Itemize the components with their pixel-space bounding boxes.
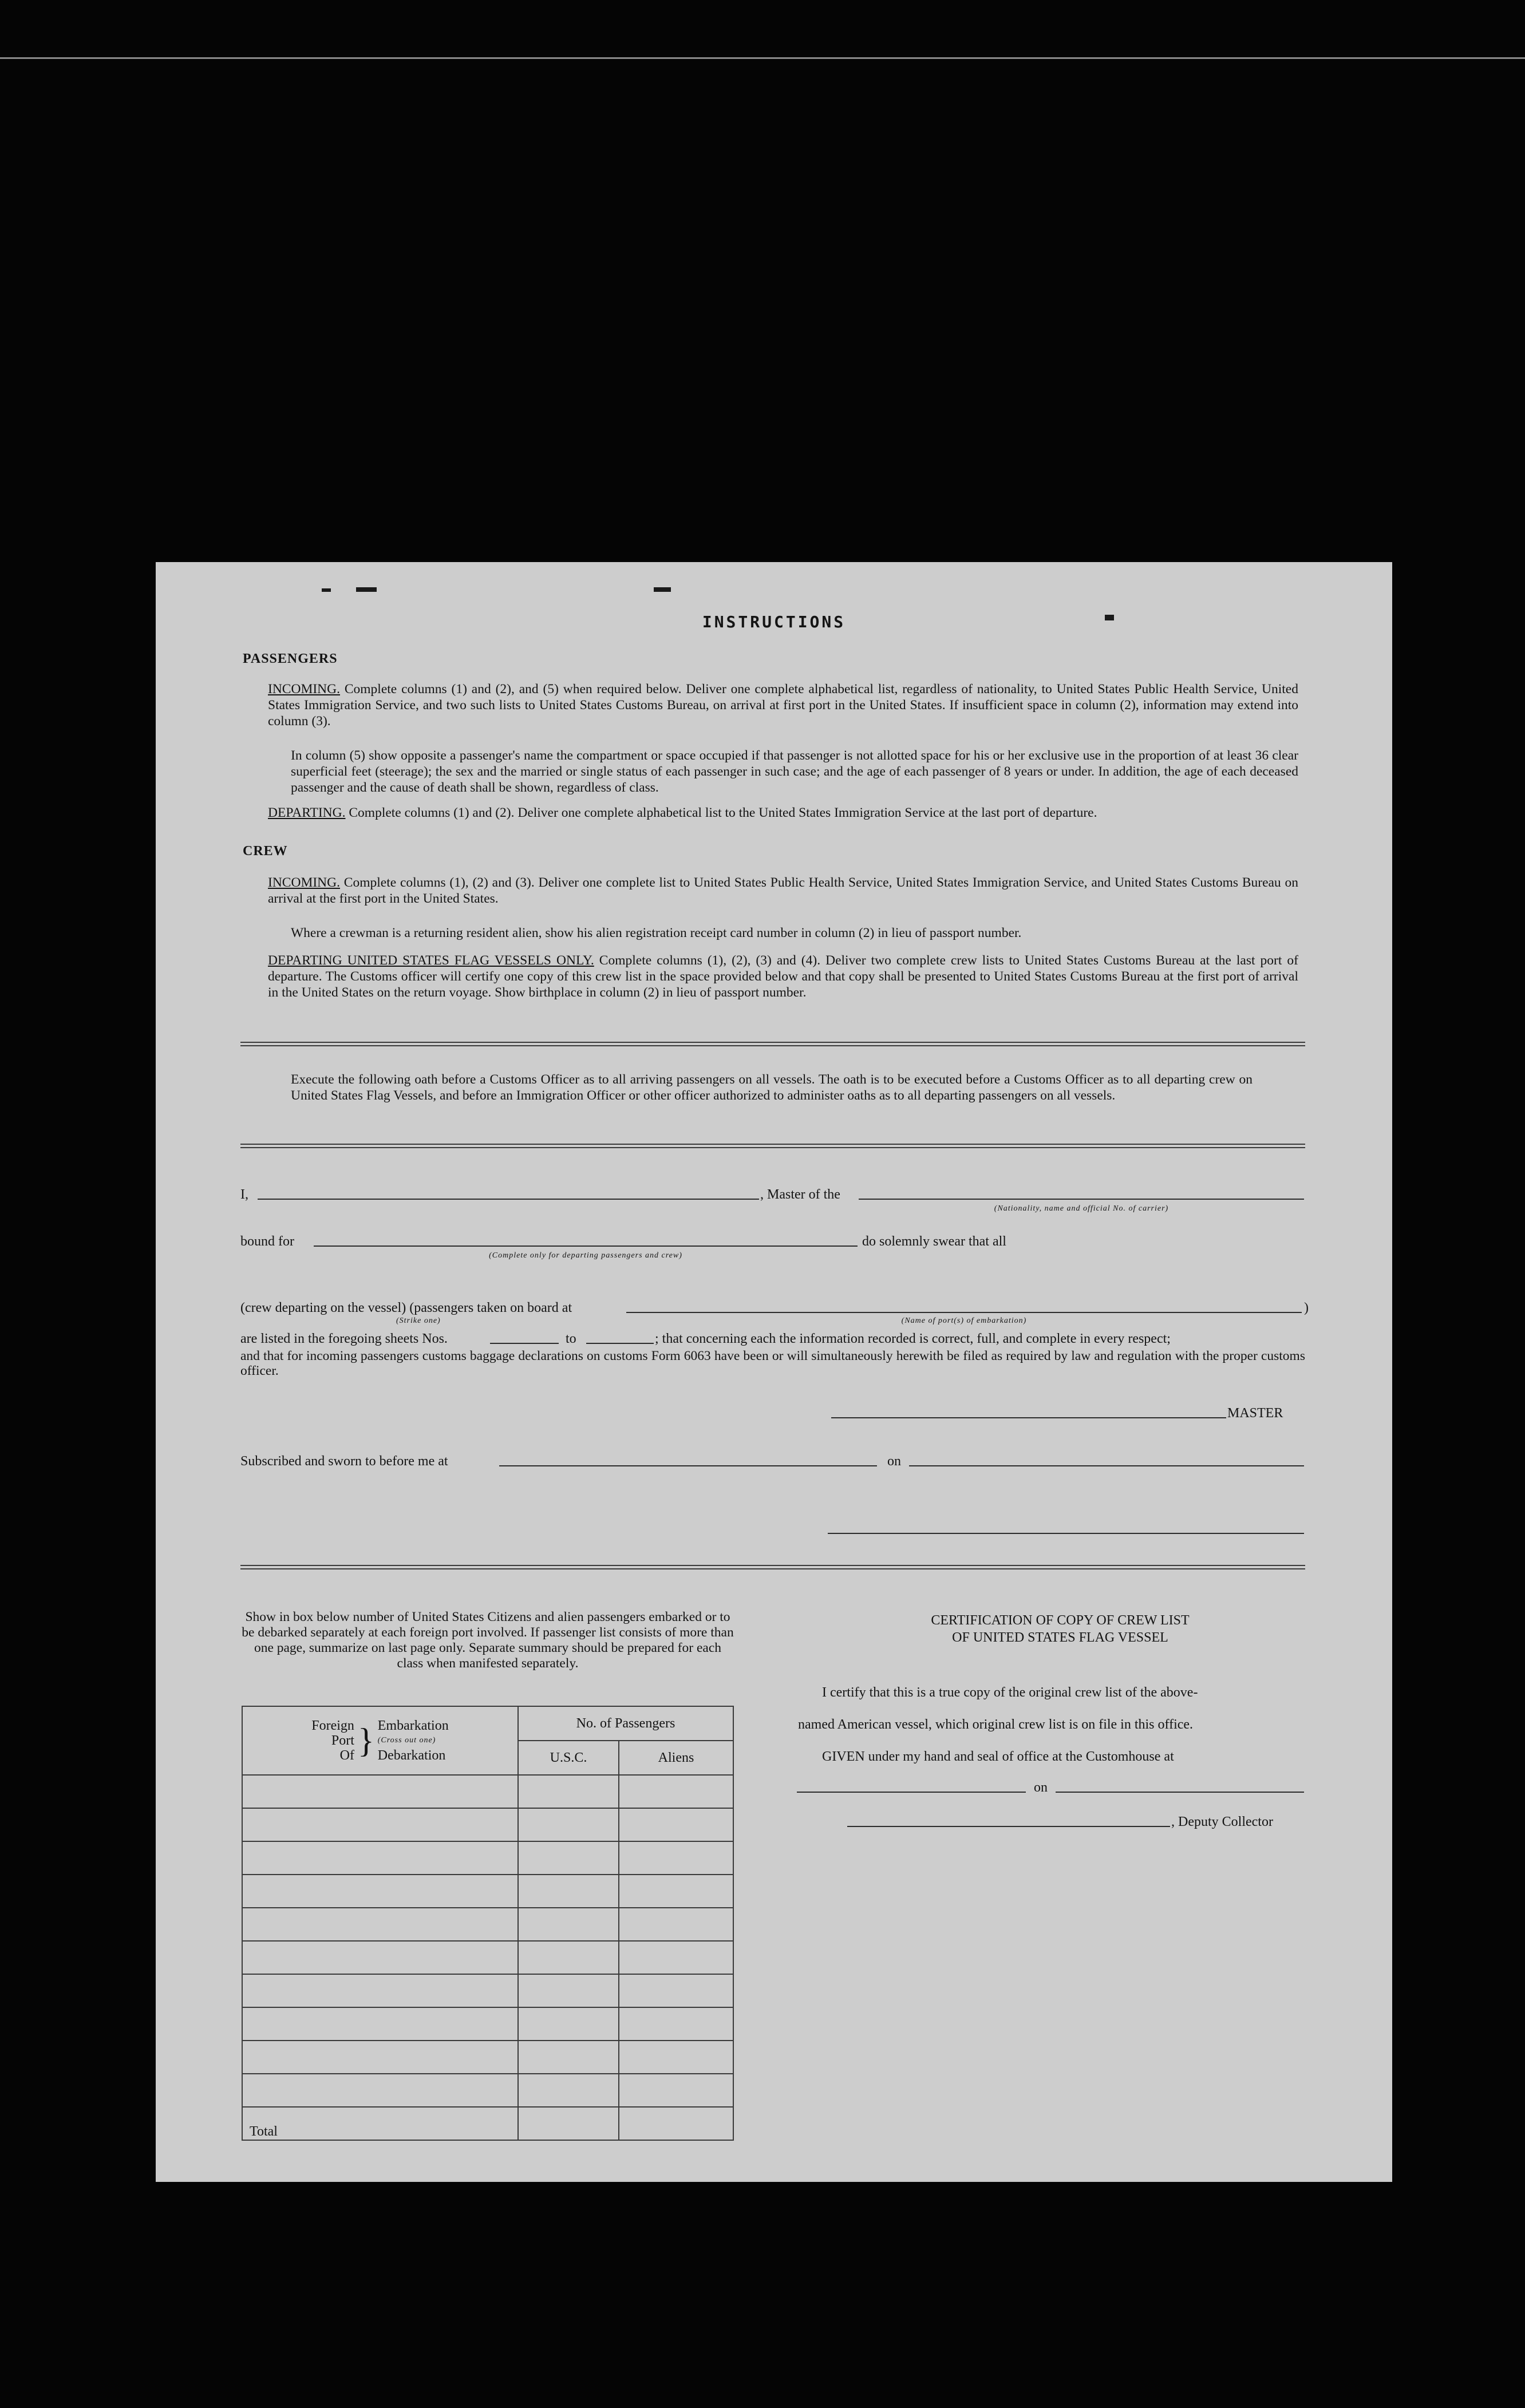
passengers-departing-paragraph — [268, 805, 1298, 821]
crew-resident-paragraph: Where a crewman is a returning resident alien, show his alien registration receipt card number in column (2) in lieu of passport number. — [291, 926, 1022, 940]
bound-for-field[interactable] — [314, 1245, 858, 1247]
table-row — [242, 1908, 733, 1941]
passengers-incoming-text: Complete columns (1) and (2), and (5) when required below. Deliver one complete alphabetical list, regardless of nationality, to United States Public Health Service, United States Immigration Service, and two such lists to United States Customs Bureau, on arrival at first port in the United States. If insufficient space in column (2), information may extend into column (3). — [268, 682, 1298, 729]
port-cell[interactable] — [242, 1841, 518, 1875]
aliens-cell[interactable] — [619, 1908, 733, 1941]
subscribed-label: Subscribed and sworn to before me at — [240, 1454, 448, 1469]
embarkation-header: Embarkation — [377, 1718, 449, 1733]
bound-for-caption: (Complete only for departing passengers and crew) — [489, 1251, 682, 1260]
master-name-field[interactable] — [258, 1199, 759, 1200]
port-header-of: Of — [339, 1748, 354, 1763]
crew-heading: CREW — [243, 844, 288, 859]
passengers-departing-lead: DEPARTING. — [268, 805, 346, 820]
aliens-cell[interactable] — [619, 1808, 733, 1841]
usc-cell[interactable] — [518, 1808, 619, 1841]
certification-date-field[interactable] — [1056, 1792, 1304, 1793]
sheets-label: are listed in the foregoing sheets Nos. — [240, 1331, 448, 1346]
document-page — [156, 562, 1392, 2182]
oath-execute-paragraph: Execute the following oath before a Customs Officer as to all arriving passengers on all vessels. The oath is to be executed before a Customs Officer as to all departing crew on United States Flag Vessels, and before an Immigration Officer or other officer authorized to administer oaths as to all departing passengers on all vessels. — [291, 1072, 1253, 1103]
usc-cell[interactable] — [518, 1775, 619, 1808]
ink-smudge — [654, 587, 671, 592]
certification-on-label: on — [1034, 1780, 1048, 1795]
brace-symbol: } — [357, 1722, 374, 1759]
strike-one-caption: (Strike one) — [396, 1316, 441, 1325]
aliens-cell[interactable] — [619, 2007, 733, 2041]
close-paren: ) — [1304, 1300, 1309, 1315]
cross-out-caption: (Cross out one) — [377, 1736, 436, 1745]
bound-for-label: bound for — [240, 1234, 294, 1249]
usc-cell[interactable] — [518, 2074, 619, 2107]
certification-title-1: CERTIFICATION OF COPY OF CREW LIST — [931, 1613, 1190, 1628]
table-row — [242, 1775, 733, 1808]
total-label: Total — [242, 2107, 518, 2140]
table-row — [242, 1974, 733, 2007]
passengers-heading: PASSENGERS — [243, 651, 338, 666]
table-row — [242, 1841, 733, 1875]
passengers-incoming-paragraph — [268, 681, 1298, 729]
usc-cell[interactable] — [518, 2041, 619, 2074]
aliens-cell[interactable] — [619, 1941, 733, 1974]
crew-incoming-paragraph — [268, 875, 1298, 907]
port-cell[interactable] — [242, 2007, 518, 2041]
master-signature-field[interactable] — [831, 1417, 1226, 1418]
embarkation-ports-field[interactable] — [626, 1312, 1302, 1313]
debarkation-header: Debarkation — [377, 1748, 446, 1763]
sworn-place-field[interactable] — [499, 1465, 877, 1466]
port-header-cell — [242, 1706, 518, 1775]
port-cell[interactable] — [242, 1974, 518, 2007]
section-divider — [240, 1144, 1305, 1148]
passengers-departing-text: Complete columns (1) and (2). Deliver one complete alphabetical list to the United States Immigration Service at the last port of departure. — [345, 805, 1097, 820]
total-aliens-cell[interactable] — [619, 2107, 733, 2140]
table-row — [242, 2074, 733, 2107]
master-signature-label: MASTER — [1227, 1406, 1283, 1421]
officer-signature-field[interactable] — [828, 1533, 1304, 1534]
aliens-cell[interactable] — [619, 2074, 733, 2107]
table-row — [242, 2041, 733, 2074]
aliens-cell[interactable] — [619, 1974, 733, 2007]
port-cell[interactable] — [242, 2041, 518, 2074]
sheets-to-label: to — [566, 1331, 576, 1346]
no-passengers-header: No. of Passengers — [518, 1706, 733, 1741]
customhouse-field[interactable] — [797, 1792, 1026, 1793]
aliens-cell[interactable] — [619, 1841, 733, 1875]
aliens-header: Aliens — [619, 1741, 733, 1775]
crew-departing-text: Complete columns (1), (2), (3) and (4). Deliver two complete crew lists to United States Customs Bureau at the last port of departure. The Customs officer will certify one copy of this crew list in the space provided below and that copy shall be presented to United States Customs Bureau at the first port of arrival in the United States on the return voyage. Show birthplace in column (2) in lieu of passport number. — [268, 953, 1298, 1000]
given-line: GIVEN under my hand and seal of office at the Customhouse at — [822, 1749, 1174, 1764]
port-cell[interactable] — [242, 1775, 518, 1808]
port-header-port: Port — [331, 1733, 354, 1748]
usc-cell[interactable] — [518, 1875, 619, 1908]
sheet-from-field[interactable] — [490, 1343, 559, 1344]
sworn-date-field[interactable] — [909, 1465, 1304, 1466]
deputy-collector-label: , Deputy Collector — [1171, 1814, 1273, 1829]
instructions-title: INSTRUCTIONS — [702, 612, 846, 631]
box-instructions: Show in box below number of United States Citizens and alien passengers embarked or to be debarked separately at each foreign port involved. If passenger list consists of more than one page, summarize on last page only. Separate summary should be prepared for each class when manifested separately. — [242, 1610, 734, 1671]
vessel-caption: (Nationality, name and official No. of carrier) — [994, 1204, 1169, 1213]
port-cell[interactable] — [242, 2074, 518, 2107]
usc-header: U.S.C. — [518, 1741, 619, 1775]
port-cell[interactable] — [242, 1941, 518, 1974]
correctness-label: ; that concerning each the information recorded is correct, full, and complete in every respect; — [655, 1331, 1171, 1346]
crew-departing-lead: DEPARTING UNITED STATES FLAG VESSELS ONLY. — [268, 953, 594, 968]
passengers-column5-paragraph: In column (5) show opposite a passenger's name the compartment or space occupied if that passenger is not allotted space for his or her exclusive use in the proportion of at least 36 clear superficial feet (steerage); the sex and the married or single status of each passenger in such case; and the age of each passenger of 8 years or under. In addition, the age of each deceased passenger and the cause of death shall be shown, regardless of class. — [291, 748, 1298, 795]
vessel-field[interactable] — [859, 1199, 1304, 1200]
port-cell[interactable] — [242, 1908, 518, 1941]
crew-incoming-lead: INCOMING. — [268, 875, 340, 890]
usc-cell[interactable] — [518, 2007, 619, 2041]
aliens-cell[interactable] — [619, 2041, 733, 2074]
certification-title-2: OF UNITED STATES FLAG VESSEL — [952, 1630, 1168, 1645]
certify-line-1: I certify that this is a true copy of the original crew list of the above- — [822, 1685, 1198, 1700]
baggage-declaration-text: and that for incoming passengers customs baggage declarations on customs Form 6063 have been or will simultaneously herewith be filed as required by law and regulation with the proper customs officer. — [240, 1349, 1305, 1378]
crew-departing-label: (crew departing on the vessel) (passengers taken on board at — [240, 1300, 572, 1315]
certify-line-2: named American vessel, which original crew list is on file in this office. — [798, 1717, 1194, 1732]
aliens-cell[interactable] — [619, 1775, 733, 1808]
aliens-cell[interactable] — [619, 1875, 733, 1908]
section-divider — [240, 1042, 1305, 1046]
ink-smudge — [322, 588, 331, 592]
usc-cell[interactable] — [518, 1941, 619, 1974]
ink-smudge — [356, 587, 377, 592]
table-row — [242, 1941, 733, 1974]
port-cell[interactable] — [242, 1875, 518, 1908]
usc-cell[interactable] — [518, 1841, 619, 1875]
swear-label: do solemnly swear that all — [862, 1234, 1006, 1249]
usc-cell[interactable] — [518, 1908, 619, 1941]
usc-cell[interactable] — [518, 1974, 619, 2007]
top-border-line — [0, 57, 1525, 59]
deputy-signature-field[interactable] — [847, 1826, 1170, 1827]
table-row — [242, 2007, 733, 2041]
crew-departing-paragraph — [268, 952, 1298, 1001]
table-row — [242, 1808, 733, 1841]
section-divider — [240, 1565, 1305, 1569]
port-cell[interactable] — [242, 1808, 518, 1841]
master-of-label: , Master of the — [760, 1187, 840, 1202]
table-row — [242, 1875, 733, 1908]
passenger-summary-table — [242, 1706, 734, 2141]
table-header-row — [242, 1706, 733, 1741]
sheet-to-field[interactable] — [586, 1343, 654, 1344]
ports-caption: (Name of port(s) of embarkation) — [901, 1316, 1027, 1325]
sworn-on-label: on — [887, 1454, 901, 1469]
table-total-row — [242, 2107, 733, 2140]
crew-incoming-text: Complete columns (1), (2) and (3). Deliver one complete list to United States Public Health Service, United States Immigration Service, and United States Customs Bureau on arrival at the first port in the United States. — [268, 875, 1298, 906]
oath-i-label: I, — [240, 1187, 248, 1202]
port-header-foreign: Foreign — [311, 1718, 354, 1733]
total-usc-cell[interactable] — [518, 2107, 619, 2140]
passengers-incoming-lead: INCOMING. — [268, 682, 340, 697]
